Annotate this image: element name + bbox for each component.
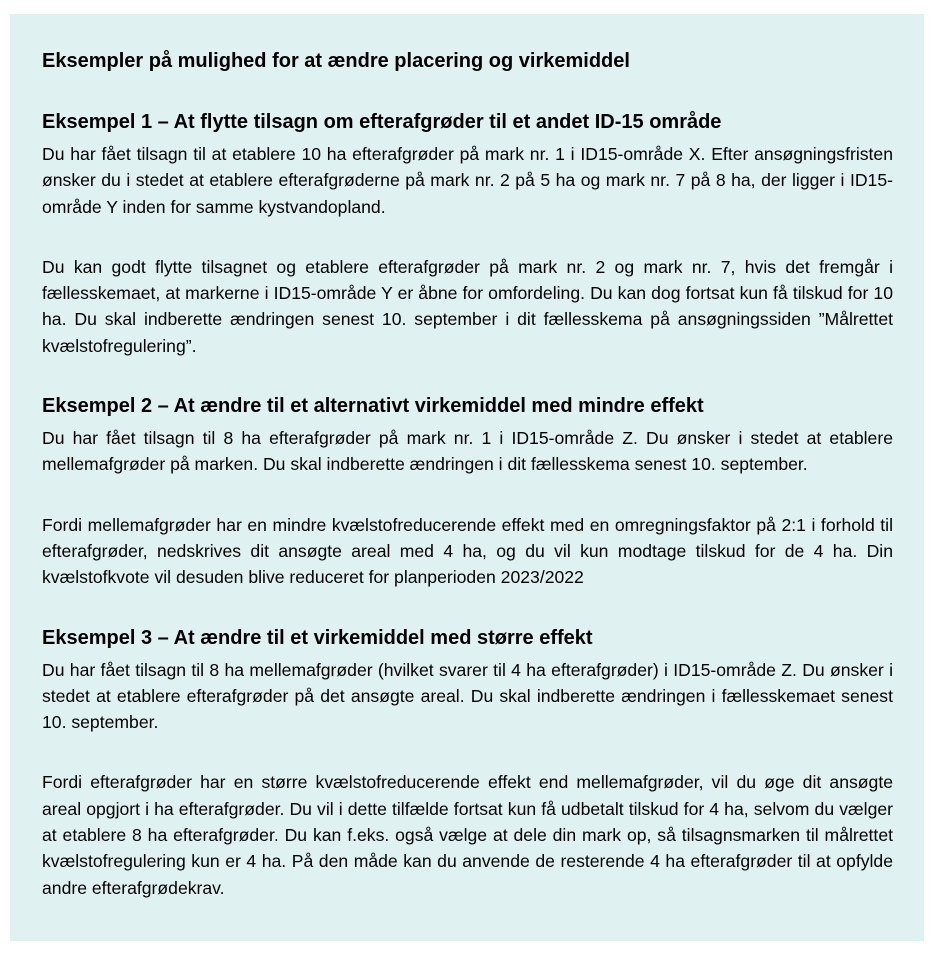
example-2 bbox=[42, 393, 893, 590]
example-1-heading: Eksempel 1 – At flytte tilsagn om efterafgrøder til et andet ID-15 område bbox=[42, 111, 722, 133]
example-2-paragraph-1: Du har fået tilsagn til 8 ha efterafgrøder på mark nr. 1 i ID15-område Z. Du ønsker i stedet at etablere mellemafgrøder på marken. Du skal indberette ændringen i dit fællesskema senest 10. september. bbox=[42, 428, 893, 475]
example-1-paragraph-2: Du kan godt flytte tilsagnet og etablere efterafgrøder på mark nr. 2 og mark nr. 7, hvis det fremgår i fællesskemaet, at markerne i ID15-område Y er åbne for omfordeling. Du kan dog fortsat kun få tilskud for 10 ha. Du skal indberette ændringen senest 10. september i dit fællesskema på ansøgningssiden ”Målrettet kvælstofregulering”. bbox=[42, 256, 893, 356]
example-3-heading: Eksempel 3 – At ændre til et virkemiddel med større effekt bbox=[42, 626, 593, 649]
example-1 bbox=[42, 109, 893, 359]
example-2-paragraph-2: Fordi mellemafgrøder har en mindre kvælstofreducerende effekt med en omregningsfaktor på 2:1 i forhold til efterafgrøder, nedskrives dit ansøgte areal med 4 ha, og du vil kun modtage tilskud for de 4 ha. Din kvælstofkvote vil desuden blive reduceret for planperioden 2023/2022 bbox=[42, 514, 893, 588]
example-3 bbox=[42, 625, 893, 901]
example-1-paragraph-1: Du har fået tilsagn til at etablere 10 ha efterafgrøder på mark nr. 1 i ID15-område X. Efter ansøgningsfristen ønsker du i stedet at etablere efterafgrøderne på mark nr. 2 på 5 ha og mark nr. 7 på 8 ha, der ligger i ID15-område Y inden for samme kystvandopland. bbox=[42, 144, 893, 217]
info-box bbox=[10, 14, 924, 941]
example-2-heading: Eksempel 2 – At ændre til et alternativt virkemiddel med mindre effekt bbox=[42, 395, 704, 418]
example-3-paragraph-2: Fordi efterafgrøder har en større kvælstofreducerende effekt end mellemafgrøder, vil du øge dit ansøgte areal opgjort i ha efterafgrøder. Du vil i dette tilfælde fortsat kun få udbetalt tilskud for 4 ha, selvom du vælger at etablere 8 ha efterafgrøder. Du kan f.eks. også vælge at dele din mark op, så tilsagnsmarken til målrettet kvælstofregulering kun er 4 ha. På den måde kan du anvende de resterende 4 ha efterafgrøder til at opfylde andre efterafgrødekrav. bbox=[42, 772, 893, 898]
example-3-paragraph-1: Du har fået tilsagn til 8 ha mellemafgrøder (hvilket svarer til 4 ha efterafgrøder) i ID15-område Z. Du ønsker i stedet at etablere efterafgrøder på det ansøgte areal. Du skal indberette ændringen i fællesskemaet senest 10. september. bbox=[42, 659, 893, 733]
box-title: Eksempler på mulighed for at ændre placering og virkemiddel bbox=[42, 50, 630, 72]
